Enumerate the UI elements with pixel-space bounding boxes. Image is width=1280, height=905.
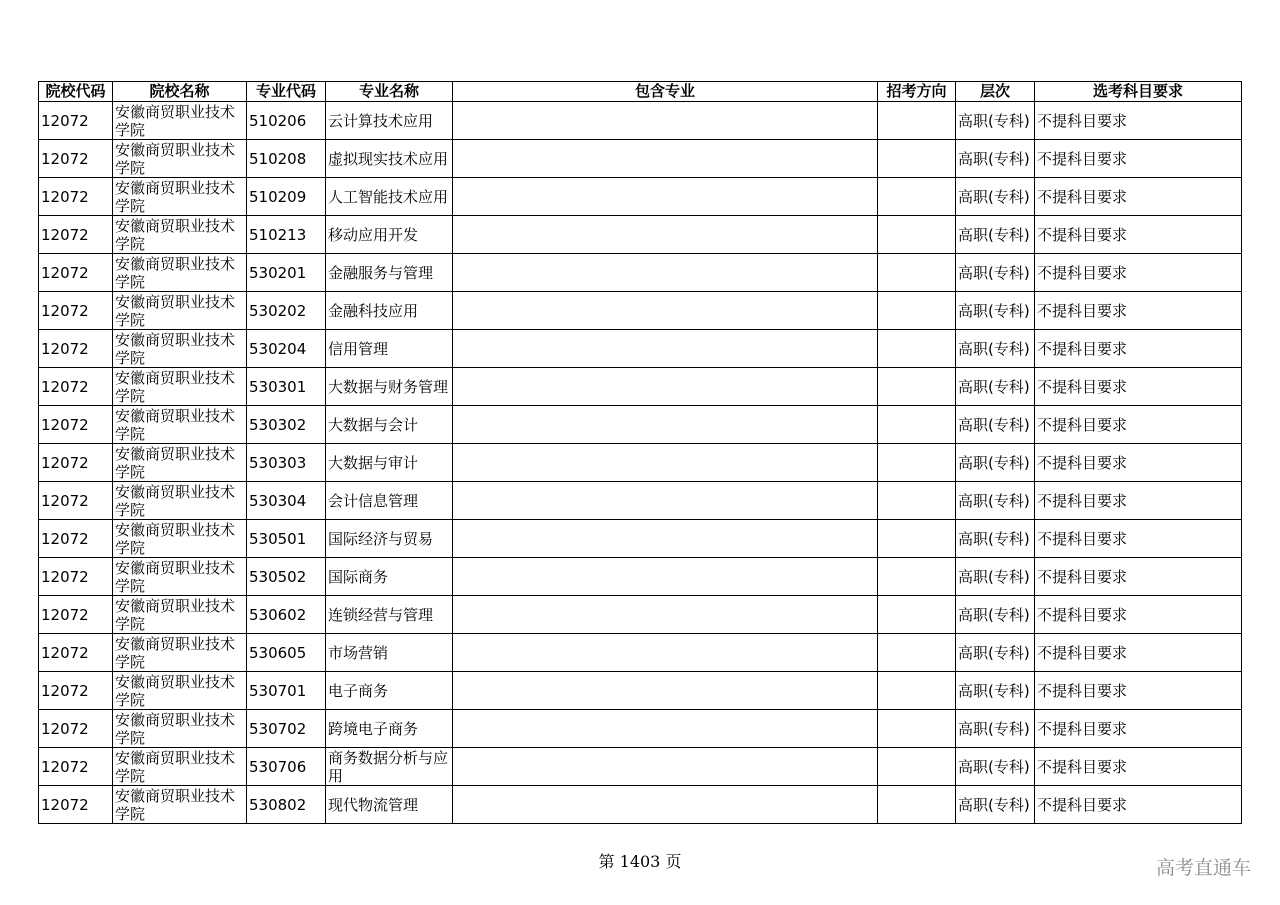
cell-included-majors bbox=[453, 102, 878, 140]
cell-included-majors bbox=[453, 786, 878, 824]
cell-subject-requirement: 不提科目要求 bbox=[1035, 520, 1242, 558]
cell-included-majors bbox=[453, 482, 878, 520]
cell-direction bbox=[878, 558, 956, 596]
cell-major-code: 530702 bbox=[247, 710, 326, 748]
cell-subject-requirement: 不提科目要求 bbox=[1035, 254, 1242, 292]
cell-major-name: 大数据与审计 bbox=[326, 444, 453, 482]
cell-subject-requirement: 不提科目要求 bbox=[1035, 330, 1242, 368]
cell-school-name: 安徽商贸职业技术学院 bbox=[113, 140, 247, 178]
cell-included-majors bbox=[453, 216, 878, 254]
cell-level: 高职(专科) bbox=[956, 558, 1035, 596]
cell-major-code: 530202 bbox=[247, 292, 326, 330]
cell-major-name: 移动应用开发 bbox=[326, 216, 453, 254]
cell-level: 高职(专科) bbox=[956, 292, 1035, 330]
cell-major-code: 530802 bbox=[247, 786, 326, 824]
cell-direction bbox=[878, 786, 956, 824]
cell-major-name: 大数据与财务管理 bbox=[326, 368, 453, 406]
cell-school-name: 安徽商贸职业技术学院 bbox=[113, 558, 247, 596]
cell-school-name: 安徽商贸职业技术学院 bbox=[113, 520, 247, 558]
cell-subject-requirement: 不提科目要求 bbox=[1035, 558, 1242, 596]
cell-major-name: 大数据与会计 bbox=[326, 406, 453, 444]
header-level: 层次 bbox=[956, 82, 1035, 102]
cell-school-code: 12072 bbox=[39, 672, 113, 710]
cell-school-code: 12072 bbox=[39, 748, 113, 786]
cell-school-name: 安徽商贸职业技术学院 bbox=[113, 406, 247, 444]
cell-major-name: 虚拟现实技术应用 bbox=[326, 140, 453, 178]
cell-school-code: 12072 bbox=[39, 482, 113, 520]
cell-included-majors bbox=[453, 254, 878, 292]
cell-level: 高职(专科) bbox=[956, 634, 1035, 672]
cell-level: 高职(专科) bbox=[956, 254, 1035, 292]
cell-direction bbox=[878, 748, 956, 786]
cell-direction bbox=[878, 140, 956, 178]
header-included-majors: 包含专业 bbox=[453, 82, 878, 102]
cell-school-code: 12072 bbox=[39, 786, 113, 824]
cell-school-code: 12072 bbox=[39, 634, 113, 672]
cell-included-majors bbox=[453, 368, 878, 406]
cell-school-name: 安徽商贸职业技术学院 bbox=[113, 102, 247, 140]
cell-major-code: 510208 bbox=[247, 140, 326, 178]
cell-direction bbox=[878, 178, 956, 216]
table-row bbox=[39, 102, 1242, 140]
cell-school-name: 安徽商贸职业技术学院 bbox=[113, 368, 247, 406]
cell-major-code: 530301 bbox=[247, 368, 326, 406]
cell-level: 高职(专科) bbox=[956, 482, 1035, 520]
cell-subject-requirement: 不提科目要求 bbox=[1035, 634, 1242, 672]
cell-school-code: 12072 bbox=[39, 292, 113, 330]
major-requirements-table bbox=[38, 81, 1242, 824]
header-school-code: 院校代码 bbox=[39, 82, 113, 102]
cell-school-code: 12072 bbox=[39, 178, 113, 216]
cell-major-code: 530701 bbox=[247, 672, 326, 710]
table-row bbox=[39, 292, 1242, 330]
page-number: 第 1403 页 bbox=[598, 852, 682, 871]
cell-subject-requirement: 不提科目要求 bbox=[1035, 216, 1242, 254]
cell-major-name: 国际商务 bbox=[326, 558, 453, 596]
cell-school-name: 安徽商贸职业技术学院 bbox=[113, 482, 247, 520]
table-row bbox=[39, 520, 1242, 558]
cell-school-code: 12072 bbox=[39, 596, 113, 634]
cell-subject-requirement: 不提科目要求 bbox=[1035, 140, 1242, 178]
cell-direction bbox=[878, 482, 956, 520]
cell-major-name: 金融服务与管理 bbox=[326, 254, 453, 292]
cell-direction bbox=[878, 710, 956, 748]
table-row bbox=[39, 140, 1242, 178]
cell-level: 高职(专科) bbox=[956, 786, 1035, 824]
cell-level: 高职(专科) bbox=[956, 178, 1035, 216]
cell-school-code: 12072 bbox=[39, 330, 113, 368]
table-row bbox=[39, 406, 1242, 444]
cell-level: 高职(专科) bbox=[956, 140, 1035, 178]
header-row bbox=[39, 82, 1242, 102]
cell-included-majors bbox=[453, 292, 878, 330]
header-subject-requirement: 选考科目要求 bbox=[1035, 82, 1242, 102]
cell-major-name: 电子商务 bbox=[326, 672, 453, 710]
cell-school-name: 安徽商贸职业技术学院 bbox=[113, 710, 247, 748]
table-row bbox=[39, 786, 1242, 824]
cell-level: 高职(专科) bbox=[956, 596, 1035, 634]
cell-school-code: 12072 bbox=[39, 558, 113, 596]
table-row bbox=[39, 178, 1242, 216]
cell-school-name: 安徽商贸职业技术学院 bbox=[113, 178, 247, 216]
cell-subject-requirement: 不提科目要求 bbox=[1035, 596, 1242, 634]
cell-major-name: 云计算技术应用 bbox=[326, 102, 453, 140]
cell-included-majors bbox=[453, 406, 878, 444]
cell-school-code: 12072 bbox=[39, 140, 113, 178]
cell-school-name: 安徽商贸职业技术学院 bbox=[113, 748, 247, 786]
cell-included-majors bbox=[453, 558, 878, 596]
cell-subject-requirement: 不提科目要求 bbox=[1035, 482, 1242, 520]
cell-included-majors bbox=[453, 748, 878, 786]
cell-subject-requirement: 不提科目要求 bbox=[1035, 786, 1242, 824]
cell-direction bbox=[878, 368, 956, 406]
table-row bbox=[39, 216, 1242, 254]
cell-level: 高职(专科) bbox=[956, 520, 1035, 558]
cell-major-code: 530602 bbox=[247, 596, 326, 634]
cell-school-name: 安徽商贸职业技术学院 bbox=[113, 786, 247, 824]
table-row bbox=[39, 634, 1242, 672]
cell-direction bbox=[878, 444, 956, 482]
cell-included-majors bbox=[453, 178, 878, 216]
cell-direction bbox=[878, 672, 956, 710]
cell-subject-requirement: 不提科目要求 bbox=[1035, 710, 1242, 748]
cell-included-majors bbox=[453, 596, 878, 634]
cell-direction bbox=[878, 406, 956, 444]
cell-level: 高职(专科) bbox=[956, 330, 1035, 368]
table-row bbox=[39, 596, 1242, 634]
cell-major-name: 人工智能技术应用 bbox=[326, 178, 453, 216]
table-row bbox=[39, 482, 1242, 520]
cell-major-code: 530303 bbox=[247, 444, 326, 482]
header-direction: 招考方向 bbox=[878, 82, 956, 102]
cell-direction bbox=[878, 634, 956, 672]
table-row bbox=[39, 558, 1242, 596]
cell-direction bbox=[878, 292, 956, 330]
cell-major-name: 商务数据分析与应用 bbox=[326, 748, 453, 786]
cell-major-code: 530302 bbox=[247, 406, 326, 444]
cell-included-majors bbox=[453, 520, 878, 558]
cell-included-majors bbox=[453, 672, 878, 710]
cell-direction bbox=[878, 216, 956, 254]
cell-major-name: 连锁经营与管理 bbox=[326, 596, 453, 634]
cell-subject-requirement: 不提科目要求 bbox=[1035, 368, 1242, 406]
cell-major-name: 市场营销 bbox=[326, 634, 453, 672]
cell-school-name: 安徽商贸职业技术学院 bbox=[113, 444, 247, 482]
table-row bbox=[39, 672, 1242, 710]
cell-school-name: 安徽商贸职业技术学院 bbox=[113, 672, 247, 710]
table-row bbox=[39, 710, 1242, 748]
header-major-code: 专业代码 bbox=[247, 82, 326, 102]
cell-level: 高职(专科) bbox=[956, 102, 1035, 140]
cell-level: 高职(专科) bbox=[956, 368, 1035, 406]
table-row bbox=[39, 368, 1242, 406]
cell-major-code: 530502 bbox=[247, 558, 326, 596]
cell-school-code: 12072 bbox=[39, 254, 113, 292]
cell-subject-requirement: 不提科目要求 bbox=[1035, 292, 1242, 330]
cell-subject-requirement: 不提科目要求 bbox=[1035, 102, 1242, 140]
cell-direction bbox=[878, 520, 956, 558]
cell-major-name: 跨境电子商务 bbox=[326, 710, 453, 748]
cell-major-code: 530501 bbox=[247, 520, 326, 558]
cell-level: 高职(专科) bbox=[956, 710, 1035, 748]
cell-level: 高职(专科) bbox=[956, 216, 1035, 254]
header-school-name: 院校名称 bbox=[113, 82, 247, 102]
cell-school-name: 安徽商贸职业技术学院 bbox=[113, 216, 247, 254]
cell-major-code: 510209 bbox=[247, 178, 326, 216]
cell-included-majors bbox=[453, 444, 878, 482]
cell-level: 高职(专科) bbox=[956, 444, 1035, 482]
cell-major-code: 530204 bbox=[247, 330, 326, 368]
cell-subject-requirement: 不提科目要求 bbox=[1035, 444, 1242, 482]
cell-major-code: 530605 bbox=[247, 634, 326, 672]
cell-level: 高职(专科) bbox=[956, 406, 1035, 444]
table-row bbox=[39, 748, 1242, 786]
cell-included-majors bbox=[453, 330, 878, 368]
cell-school-code: 12072 bbox=[39, 368, 113, 406]
cell-school-name: 安徽商贸职业技术学院 bbox=[113, 292, 247, 330]
cell-included-majors bbox=[453, 140, 878, 178]
cell-school-code: 12072 bbox=[39, 216, 113, 254]
cell-school-name: 安徽商贸职业技术学院 bbox=[113, 634, 247, 672]
cell-direction bbox=[878, 254, 956, 292]
cell-direction bbox=[878, 330, 956, 368]
cell-school-code: 12072 bbox=[39, 406, 113, 444]
cell-major-code: 510213 bbox=[247, 216, 326, 254]
cell-major-code: 530201 bbox=[247, 254, 326, 292]
header-major-name: 专业名称 bbox=[326, 82, 453, 102]
cell-major-name: 现代物流管理 bbox=[326, 786, 453, 824]
cell-major-name: 会计信息管理 bbox=[326, 482, 453, 520]
cell-subject-requirement: 不提科目要求 bbox=[1035, 406, 1242, 444]
cell-major-name: 金融科技应用 bbox=[326, 292, 453, 330]
cell-included-majors bbox=[453, 634, 878, 672]
cell-major-name: 国际经济与贸易 bbox=[326, 520, 453, 558]
cell-level: 高职(专科) bbox=[956, 748, 1035, 786]
cell-school-code: 12072 bbox=[39, 520, 113, 558]
cell-school-name: 安徽商贸职业技术学院 bbox=[113, 596, 247, 634]
cell-subject-requirement: 不提科目要求 bbox=[1035, 748, 1242, 786]
cell-level: 高职(专科) bbox=[956, 672, 1035, 710]
cell-school-code: 12072 bbox=[39, 102, 113, 140]
cell-school-name: 安徽商贸职业技术学院 bbox=[113, 254, 247, 292]
cell-direction bbox=[878, 102, 956, 140]
cell-direction bbox=[878, 596, 956, 634]
cell-subject-requirement: 不提科目要求 bbox=[1035, 672, 1242, 710]
table-row bbox=[39, 444, 1242, 482]
cell-school-code: 12072 bbox=[39, 444, 113, 482]
cell-major-code: 530304 bbox=[247, 482, 326, 520]
cell-school-code: 12072 bbox=[39, 710, 113, 748]
cell-major-name: 信用管理 bbox=[326, 330, 453, 368]
cell-major-code: 530706 bbox=[247, 748, 326, 786]
cell-major-code: 510206 bbox=[247, 102, 326, 140]
cell-subject-requirement: 不提科目要求 bbox=[1035, 178, 1242, 216]
table-body bbox=[39, 102, 1242, 824]
watermark-text: 高考直通车 bbox=[1155, 857, 1251, 879]
table-row bbox=[39, 254, 1242, 292]
cell-included-majors bbox=[453, 710, 878, 748]
table-row bbox=[39, 330, 1242, 368]
cell-school-name: 安徽商贸职业技术学院 bbox=[113, 330, 247, 368]
